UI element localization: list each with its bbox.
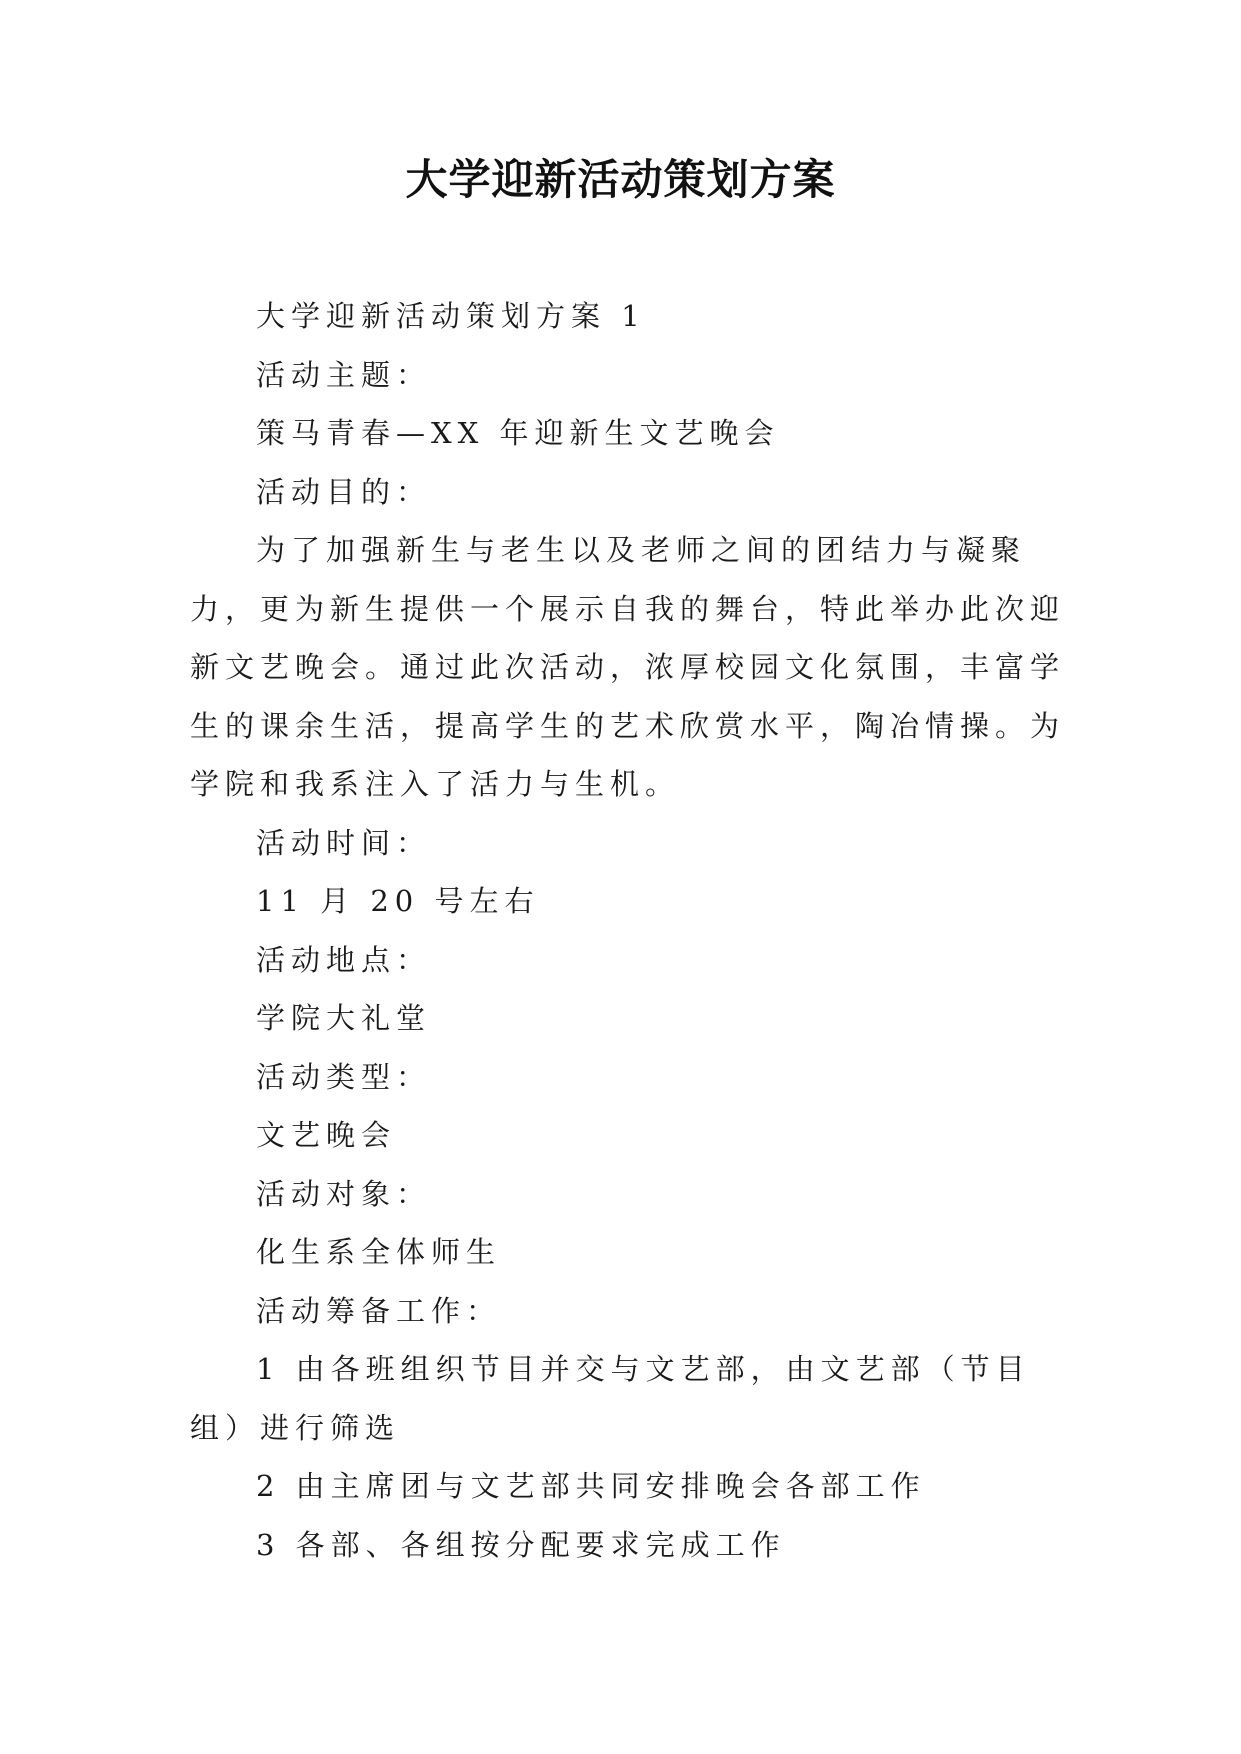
paragraph-heading-1: 大学迎新活动策划方案 1	[256, 299, 646, 333]
paragraph-prep-label: 活动筹备工作：	[256, 1293, 502, 1328]
paragraph-audience-value: 化生系全体师生	[256, 1235, 502, 1269]
paragraph-location-label: 活动地点：	[256, 942, 432, 977]
paragraph-type-value: 文艺晚会	[256, 1118, 397, 1152]
paragraph-purpose-label: 活动目的：	[256, 474, 432, 509]
paragraph-prep-item-3: 3 各部、各组按分配要求完成工作	[256, 1527, 786, 1562]
paragraph-time-label: 活动时间：	[256, 825, 432, 860]
paragraph-theme-label: 活动主题：	[256, 357, 432, 392]
document-title: 大学迎新活动策划方案	[405, 155, 836, 204]
paragraph-audience-label: 活动对象：	[256, 1176, 432, 1211]
paragraph-type-label: 活动类型：	[256, 1059, 432, 1094]
paragraph-time-value: 11 月 20 号左右	[256, 884, 540, 918]
paragraph-prep-item-1: 1 由各班组织节目并交与文艺部，由文艺部（节目组）进行筛选	[190, 1352, 1031, 1445]
paragraph-prep-item-2: 2 由主席团与文艺部共同安排晚会各部工作	[256, 1469, 926, 1503]
paragraph-theme-value: 策马青春—XX 年迎新生文艺晚会	[256, 416, 780, 450]
paragraph-location-value: 学院大礼堂	[256, 1001, 432, 1035]
document-body	[190, 287, 1065, 1574]
paragraph-purpose-value: 为了加强新生与老生以及老师之间的团结力与凝聚力，更为新生提供一个展示自我的舞台，特此举办此次迎新文艺晚会。通过此次活动，浓厚校园文化氛围，丰富学生的课余生活，提高学生的艺术欣赏水平，陶冶情操。为学院和我系注入了活力与生机。	[190, 533, 1066, 801]
